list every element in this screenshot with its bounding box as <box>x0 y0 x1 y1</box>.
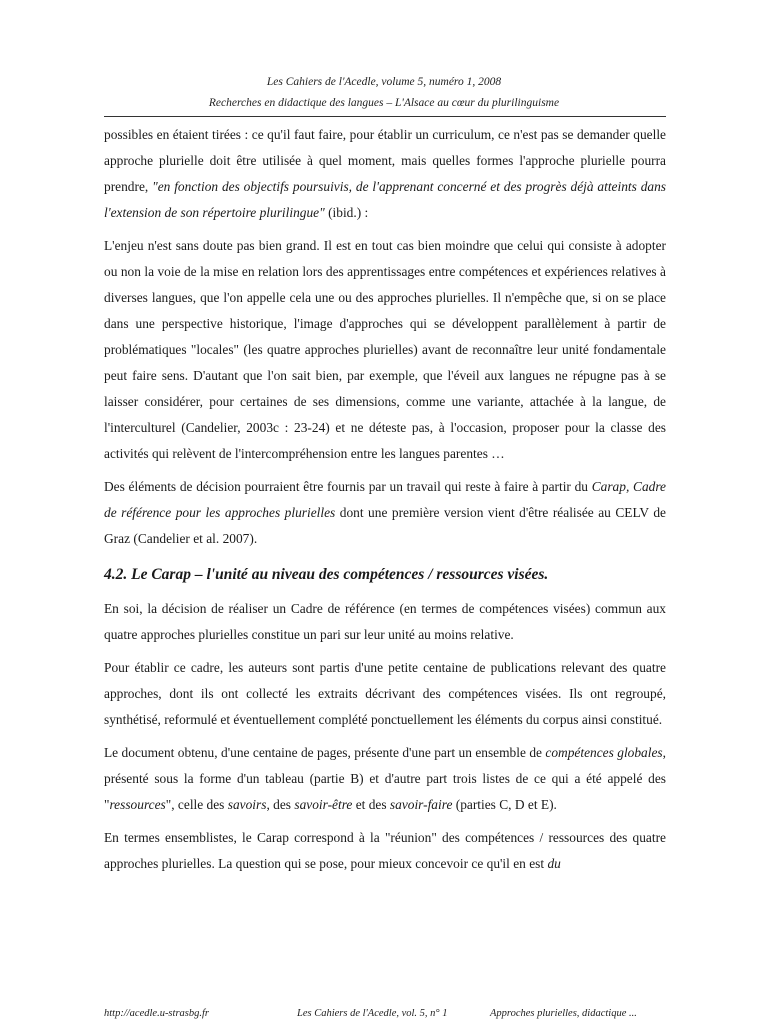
footer-journal: Les Cahiers de l'Acedle, vol. 5, n° 1 <box>297 1008 448 1019</box>
paragraph-1: possibles en étaient tirées : ce qu'il faut faire, pour établir un curriculum, ce n'est pas se demander quelle approche plurielle doit être utilisée à quel moment, mais quelles formes l'approche plurielle pourra prendre, "en fonction des objectifs poursuivis, de l'apprenant concerné et des progrès déjà atteints dans l'extension de son répertoire plurilingue" (ibid.) : <box>104 127 666 220</box>
header-issue-title: Recherches en didactique des langues – L'Alsace au cœur du plurilinguisme <box>208 97 560 109</box>
running-header <box>0 72 768 114</box>
paragraph-2: L'enjeu n'est sans doute pas bien grand. Il est en tout cas bien moindre que celui qui consiste à adopter ou non la voie de la mise en relation lors des apprentissages entre compétences et expériences relatives à diverses langues, que l'on appelle cela une ou des approches plurielles. Il n'empêche que, si on se place dans une perspective historique, l'image d'approches qui se développent parallèlement à partir de problématiques "locales" (les quatre approches plurielles) avant de reconnaître leur unité fondamentale peut faire sens. D'autant que l'on sait bien, par exemple, que l'éveil aux langues ne répugne pas à se laisser considérer, pour certaines de ses dimensions, comme une variante, attachée à la langue, de l'interculturel (Candelier, 2003c : 23-24) et ne déteste pas, à l'occasion, proposer pour la classe des activités qui relèvent de l'intercompréhension entre les langues parentes … <box>104 238 666 461</box>
header-journal-line: Les Cahiers de l'Acedle, volume 5, numéro 1, 2008 <box>266 76 502 88</box>
footer-url: http://acedle.u-strasbg.fr <box>104 1008 209 1019</box>
carap-title: Carap, Cadre de référence pour les approches plurielles <box>104 479 666 520</box>
paragraph-4: En soi, la décision de réaliser un Cadre de référence (en termes de compétences visées) commun aux quatre approches plurielles constitue un pari sur leur unité au moins relative. <box>104 601 666 642</box>
article-body <box>104 122 666 884</box>
paragraph-6: Le document obtenu, d'une centaine de pages, présente d'une part un ensemble de compétences globales, présenté sous la forme d'un tableau (partie B) et d'autre part trois listes de ce qui a été appelé des "ressources", celle des savoirs, des savoir-être et des savoir-faire (parties C, D et E). <box>104 745 666 812</box>
paragraph-3: Des éléments de décision pourraient être fournis par un travail qui reste à faire à partir du Carap, Cadre de référence pour les approches plurielles dont une première version vient d'être réalisée au CELV de Graz (Candelier et al. 2007). <box>104 479 666 546</box>
paragraph-5: Pour établir ce cadre, les auteurs sont partis d'une petite centaine de publications relevant des quatre approches, dont ils ont collecté les extraits décrivant des compétences visées. Ils ont regroupé, synthétisé, reformulé et éventuellement complété ponctuellement les éléments du corpus ainsi constitué. <box>104 660 666 727</box>
section-heading: 4.2. Le Carap – l'unité au niveau des compétences / ressources visées. <box>104 566 549 583</box>
header-rule <box>104 116 666 117</box>
paragraph-7: En termes ensemblistes, le Carap correspond à la "réunion" des compétences / ressources des quatre approches plurielles. La question qui se pose, pour mieux concevoir ce qu'il en est du <box>104 830 666 871</box>
quote-emphasis: "en fonction des objectifs poursuivis, de l'apprenant concerné et des progrès déjà atteints dans l'extension de son répertoire plurilingue" <box>104 179 666 220</box>
footer-article-title: Approches plurielles, didactique ... <box>490 1008 637 1019</box>
